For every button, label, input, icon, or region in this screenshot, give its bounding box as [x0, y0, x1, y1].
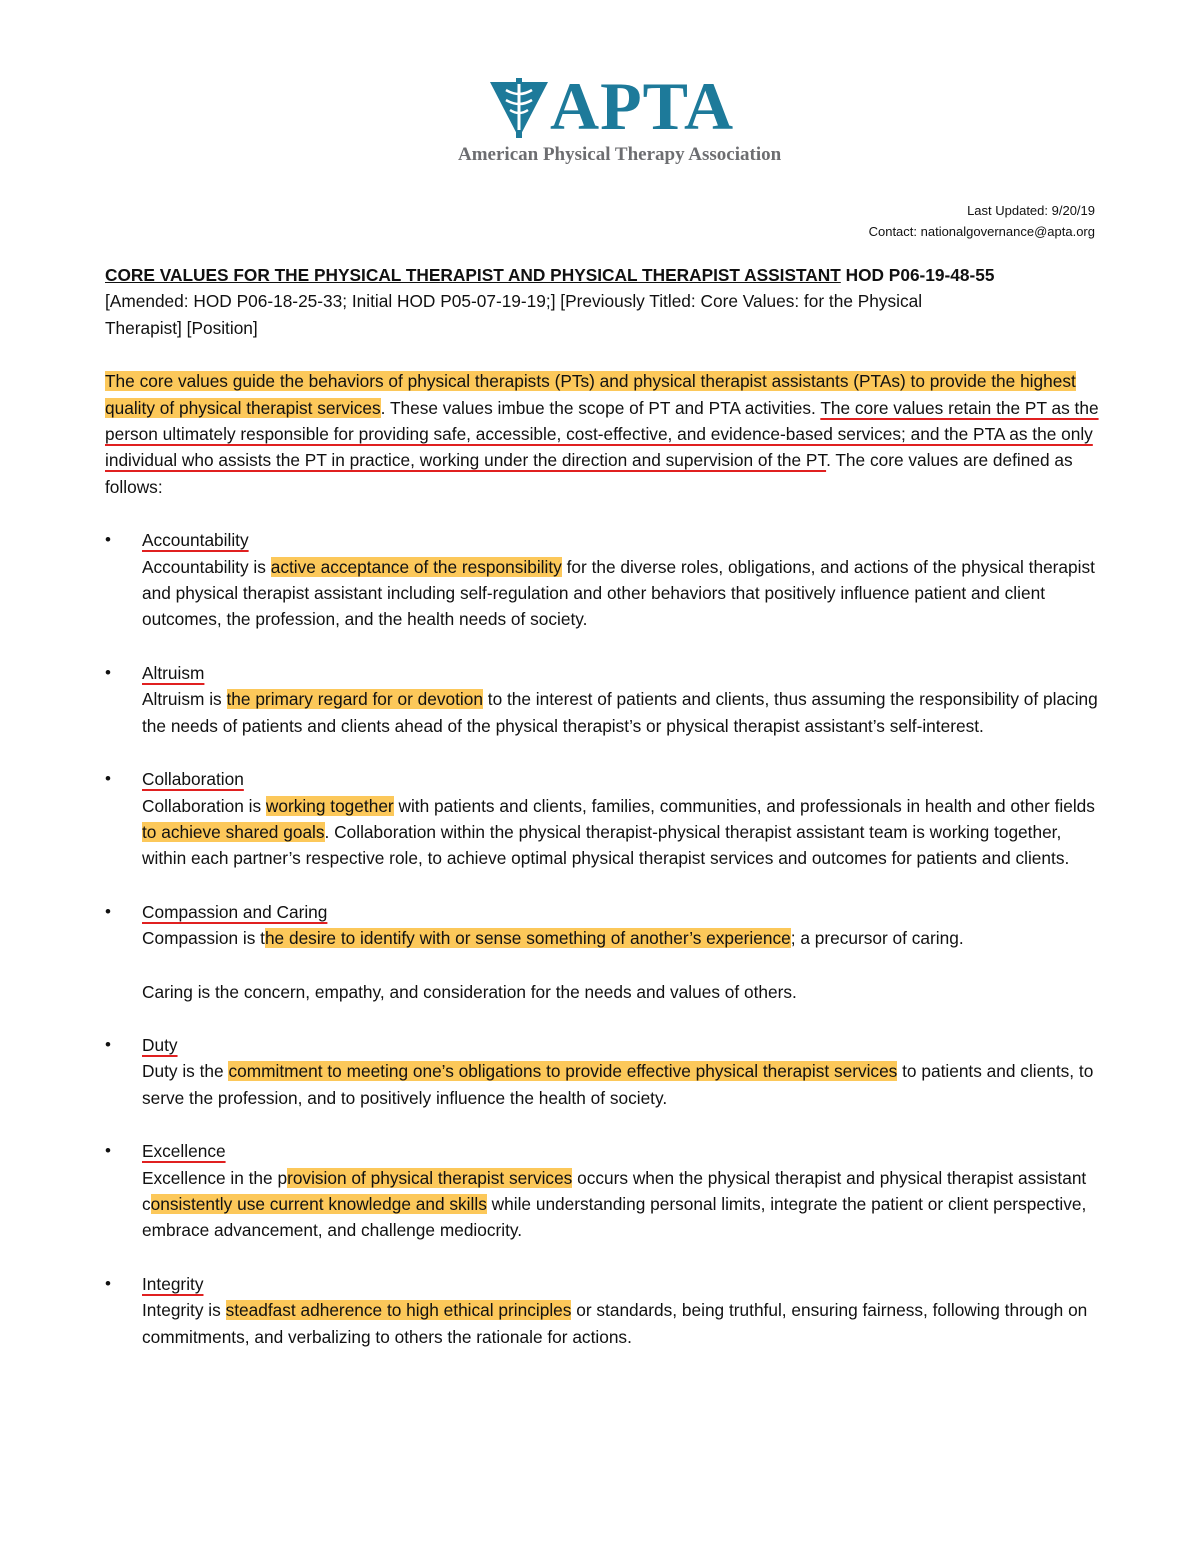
value-term: Collaboration: [142, 769, 244, 790]
logo-wordmark: APTA: [550, 68, 735, 144]
value-collaboration: [105, 766, 1100, 872]
bullet: •: [105, 769, 111, 789]
bullet: •: [105, 662, 111, 682]
value-term: Altruism: [142, 662, 205, 683]
value-accountability: [105, 527, 1100, 633]
definition-highlight: commitment to meeting one’s obligations to provide effective physical therapist services: [228, 1061, 898, 1082]
bullet: •: [105, 530, 111, 550]
definition-highlight-2: onsistently use current knowledge and skills: [150, 1193, 487, 1214]
definition-highlight: he desire to identify with or sense something of another’s experience: [264, 928, 791, 949]
intro-text-1: . These values imbue the scope of PT and PTA activities.: [380, 397, 821, 418]
value-definition: Compassion is the desire to identify with or sense something of another’s experience; a precursor of caring.: [142, 928, 964, 949]
value-excellence: [105, 1138, 1100, 1244]
definition-highlight: steadfast adherence to high ethical principles: [225, 1300, 572, 1321]
value-definition: Accountability is active acceptance of the responsibility for the diverse roles, obligations, and actions of the physical therapist and physical therapist assistant including self-regulation and other behaviors that positively influence patient and client outcomes, the profession, and the health needs of society.: [142, 556, 1095, 630]
definition-highlight: rovision of physical therapist services: [287, 1167, 573, 1188]
value-integrity: [105, 1271, 1100, 1350]
intro-highlight: The core values guide the behaviors of physical therapists (PTs) and physical therapist assistants (PTAs) to provide the highest quality of physical therapist services: [105, 371, 1076, 418]
definition-highlight: the primary regard for or devotion: [226, 689, 483, 710]
value-definition: Collaboration is working together with patients and clients, families, communities, and professionals in health and other fields to achieve shared goals. Collaboration within the physical therapist-physical therapist assistant team is working together, within each partner’s respective role, to achieve optimal physical therapist services and outcomes for patients and clients.: [142, 795, 1095, 869]
definition-highlight: working together: [265, 795, 394, 816]
value-altruism: [105, 660, 1100, 739]
amended-line-1: [Amended: HOD P06-18-25-33; Initial HOD P05-07-19-19;] [Previously Titled: Core Values: for the Physical: [105, 291, 923, 312]
caduceus-emblem-icon: [488, 78, 550, 140]
intro-text-2: . The core values are defined as follows:: [105, 450, 1073, 497]
value-term: Duty: [142, 1034, 178, 1055]
value-term: Integrity: [142, 1273, 204, 1294]
title-code: HOD P06-19-48-55: [840, 265, 995, 285]
document-title: [105, 262, 1100, 341]
value-term: Accountability: [142, 530, 249, 551]
logo-organization-name: American Physical Therapy Association: [458, 144, 782, 165]
value-duty: [105, 1032, 1100, 1111]
value-term: Compassion and Caring: [142, 901, 328, 922]
definition-highlight: active acceptance of the responsibility: [270, 556, 562, 577]
title-main: CORE VALUES FOR THE PHYSICAL THERAPIST AND PHYSICAL THERAPIST ASSISTANT: [105, 265, 841, 285]
bullet: •: [105, 1034, 111, 1054]
caring-definition: Caring is the concern, empathy, and consideration for the needs and values of others.: [142, 981, 797, 1002]
apta-logo: [458, 68, 782, 172]
bullet: •: [105, 1141, 111, 1161]
bullet: •: [105, 901, 111, 921]
value-compassion-and-caring: [105, 899, 1100, 1005]
contact-info: Contact: nationalgovernance@apta.org: [868, 224, 1095, 239]
value-definition: Excellence in the provision of physical therapist services occurs when the physical therapist and physical therapist assistant consistently use current knowledge and skills while understanding personal limits, integrate the patient or client perspective, embrace advancement, and challenge mediocrity.: [142, 1167, 1087, 1241]
intro-paragraph: [105, 368, 1100, 500]
intro-underlined-text: The core values retain the PT as the person ultimately responsible for providing safe, accessible, cost-effective, and evidence-based services; and the PTA as the only individual who assists the PT in practice, working under the direction and supervision of the PT: [105, 397, 1099, 471]
value-definition: Integrity is steadfast adherence to high ethical principles or standards, being truthful, ensuring fairness, following through on commitments, and verbalizing to others the rationale for actions.: [142, 1300, 1088, 1347]
definition-highlight-2: to achieve shared goals: [142, 821, 325, 842]
amended-line-2: Therapist] [Position]: [105, 317, 258, 338]
value-definition: Altruism is the primary regard for or devotion to the interest of patients and clients, thus assuming the responsibility of placing the needs of patients and clients ahead of the physical therapist’s or physical therapist assistant’s self-interest.: [142, 689, 1098, 736]
bullet: •: [105, 1273, 111, 1293]
document-meta: [869, 200, 1095, 242]
value-definition: Duty is the commitment to meeting one’s obligations to provide effective physical therapist services to patients and clients, to serve the profession, and to positively influence the health of society.: [142, 1061, 1094, 1108]
document-body: [105, 262, 1100, 1350]
value-term: Excellence: [142, 1141, 226, 1162]
last-updated: Last Updated: 9/20/19: [967, 203, 1095, 218]
